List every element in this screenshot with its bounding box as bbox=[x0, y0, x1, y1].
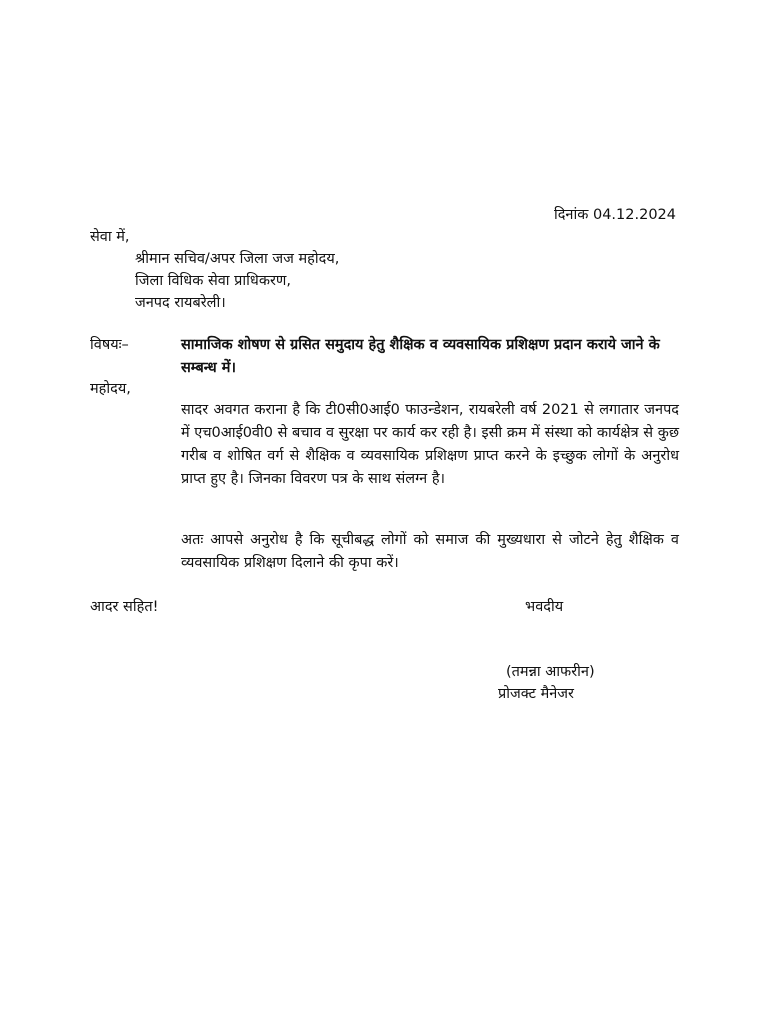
body-paragraph-2: अतः आपसे अनुरोध है कि सूचीबद्ध लोगों को समाज की मुख्यधारा से जोटने हेतु शैक्षिक व व्यवसायिक प्रशिक्षण दिलाने की कृपा करें। bbox=[181, 532, 679, 571]
salutation: महोदय, bbox=[90, 381, 131, 397]
signatory-title: प्रोजक्ट मैनेजर bbox=[498, 686, 574, 702]
address-line-1: श्रीमान सचिव/अपर जिला जज महोदय, bbox=[135, 251, 340, 267]
letter-date: दिनांक 04.12.2024 bbox=[553, 207, 676, 223]
yours-faithfully: भवदीय bbox=[525, 599, 564, 615]
body-paragraph-1: सादर अवगत कराना है कि टी0सी0आई0 फाउन्डेशन, रायबरेली वर्ष 2021 से लगातार जनपद में एच0आई0वी0 से बचाव व सुरक्षा पर कार्य कर रही है। इसी क्रम में संस्था को कार्यक्षेत्र से कुछ गरीब व शोषित वर्ग से शैक्षिक व व्यवसायिक प्रशिक्षण प्राप्त करने के इच्छुक लोगों के अनुरोध प्राप्त हुए है। जिनका विवरण पत्र के साथ संलग्न है। bbox=[181, 402, 679, 487]
subject-text: सामाजिक शोषण से ग्रसित समुदाय हेतु शैक्षिक व व्यवसायिक प्रशिक्षण प्रदान कराये जाने के सम्बन्ध में। bbox=[181, 337, 660, 376]
address-greeting: सेवा में, bbox=[90, 229, 130, 245]
subject-label: विषयः– bbox=[90, 337, 129, 353]
address-line-3: जनपद रायबरेली। bbox=[135, 295, 226, 311]
signatory-name: (तमन्ना आफरीन) bbox=[506, 664, 595, 680]
recipient-address bbox=[90, 226, 339, 314]
closing-line: आदर सहित! bbox=[90, 599, 159, 615]
address-line-2: जिला विधिक सेवा प्राधिकरण, bbox=[135, 273, 292, 289]
